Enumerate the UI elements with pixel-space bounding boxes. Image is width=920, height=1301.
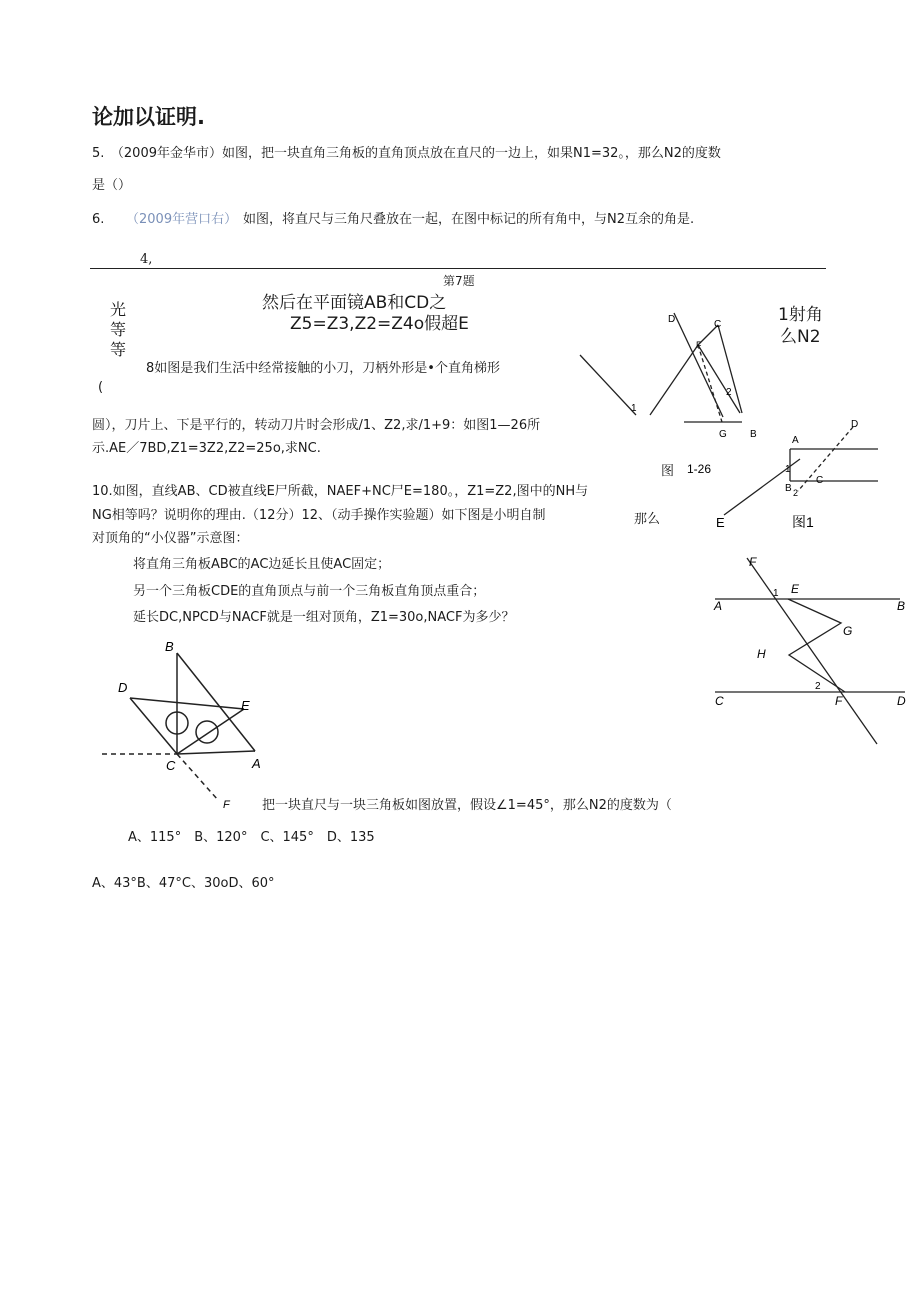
fig10-label: 1: [773, 588, 779, 599]
fig126-label: 2: [793, 488, 799, 498]
fig7-label: 1: [631, 403, 637, 414]
question-6-text: 如图，将直尺与三角尺叠放在一起，在图中标记的所有角中，与N2互余的角是.: [243, 212, 695, 227]
ruler-question-text: 把一块直尺与一块三角板如图放置，假设∠1=45°，那么N2的度数为（: [262, 798, 672, 813]
question-5-options: A、43°B、47°C、30oD、60°: [92, 876, 275, 891]
fig7-label: F: [696, 340, 702, 350]
fig12-label: D: [118, 680, 128, 695]
question-10-12-text: NG相等吗？说明你的理由.（12分）12、（动手操作实验题）如下图是小明自制: [92, 508, 546, 523]
question-5-continuation: 是（）: [92, 178, 132, 193]
fig10-label: D: [897, 694, 906, 708]
question-6-number: 6.: [92, 212, 105, 227]
figure-7-caption: 第7题: [443, 274, 475, 288]
fragment-deng-2: 等: [110, 340, 127, 359]
question-10-text: 10.如图，直线AB、CD被直线E尸所截，NAEF+NC尸E=180。，Z1=Z2,图中的NH与: [92, 484, 589, 499]
figure-12-diagram: [100, 636, 260, 816]
fig7-label: G: [719, 429, 727, 440]
fig126-label: C: [816, 475, 824, 486]
figure-10-diagram: [705, 548, 915, 748]
fragment-paren: (: [98, 380, 104, 395]
divider-line: [90, 268, 826, 269]
fig10-label: G: [843, 624, 853, 638]
fig12-label: B: [165, 639, 174, 654]
fig126-label: D: [851, 419, 859, 430]
fragment-angle-1: 1射角: [778, 305, 823, 325]
fig12-label: F: [223, 799, 230, 811]
fig126-label: B: [785, 483, 792, 494]
fig10-label: C: [715, 694, 724, 708]
fig126-label: A: [792, 435, 799, 446]
mirror-text-2: Z5=Z3,Z2=Z4o假超E: [290, 314, 469, 334]
fig10-label: B: [897, 599, 906, 613]
fragment-guang: 光: [110, 300, 127, 319]
fig7-label: B: [750, 429, 757, 440]
fragment-4: 4,: [140, 252, 153, 267]
fig12-label: A: [252, 756, 261, 771]
question-8-continuation: 圆），刀片上、下是平行的，转动刀片时会形成/1、Z2,求/1+9：如图1—26所: [92, 418, 541, 433]
fig7-label: D: [668, 314, 676, 325]
fig10-label: A: [714, 599, 723, 613]
fig126-label: 1: [785, 464, 791, 475]
question-6-source: （2009年营口右）: [126, 212, 238, 227]
fig126-label: E: [716, 515, 725, 530]
fig10-label: E: [791, 582, 800, 596]
fig10-label: 2: [815, 681, 821, 692]
fig126-caption: 图1: [792, 514, 814, 530]
fig7-label: 2: [726, 387, 732, 398]
mirror-text-1: 然后在平面镜AB和CD之: [262, 293, 447, 313]
fig12-label: C: [166, 758, 176, 773]
step-1-text: 将直角三角板ABC的AC边延长且使AC固定；: [133, 557, 391, 572]
step-2-text: 另一个三角板CDE的直角顶点与前一个三角板直角顶点重合；: [133, 584, 486, 599]
question-8-text: 8如图是我们生活中经常接触的小刀，刀柄外形是•个直角梯形: [146, 361, 500, 376]
fragment-angle-2: 么N2: [780, 327, 821, 347]
question-5-text: 5. （2009年金华市）如图，把一块直角三角板的直角顶点放在直尺的一边上，如果N1=32。，那么N2的度数: [92, 146, 721, 161]
question-9-text: 示.AE／7BD,Z1=3Z2,Z2=25o,求NC.: [92, 441, 321, 456]
fig10-label: H: [757, 647, 766, 661]
fig7-label: C: [714, 319, 722, 330]
fig10-label: F: [835, 694, 843, 708]
fragment-deng-1: 等: [110, 320, 127, 339]
fragment-name: 那么: [634, 512, 661, 527]
step-3-text: 延长DC,NPCD与NACF就是一组对顶角，Z1=30o,NACF为多少？: [133, 610, 515, 625]
fig10-label: F: [749, 555, 757, 569]
question-12-continuation: 对顶角的“小仪器”示意图：: [92, 531, 249, 546]
figure-label-tu: 图: [661, 464, 675, 479]
fig12-label: E: [241, 698, 250, 713]
heading-text: 论加以证明.: [92, 105, 205, 129]
fig126-title: 1-26: [687, 462, 712, 476]
figure-1-26-diagram: [680, 415, 890, 535]
ruler-question-options: A、115° B、120° C、145° D、135: [128, 830, 375, 845]
